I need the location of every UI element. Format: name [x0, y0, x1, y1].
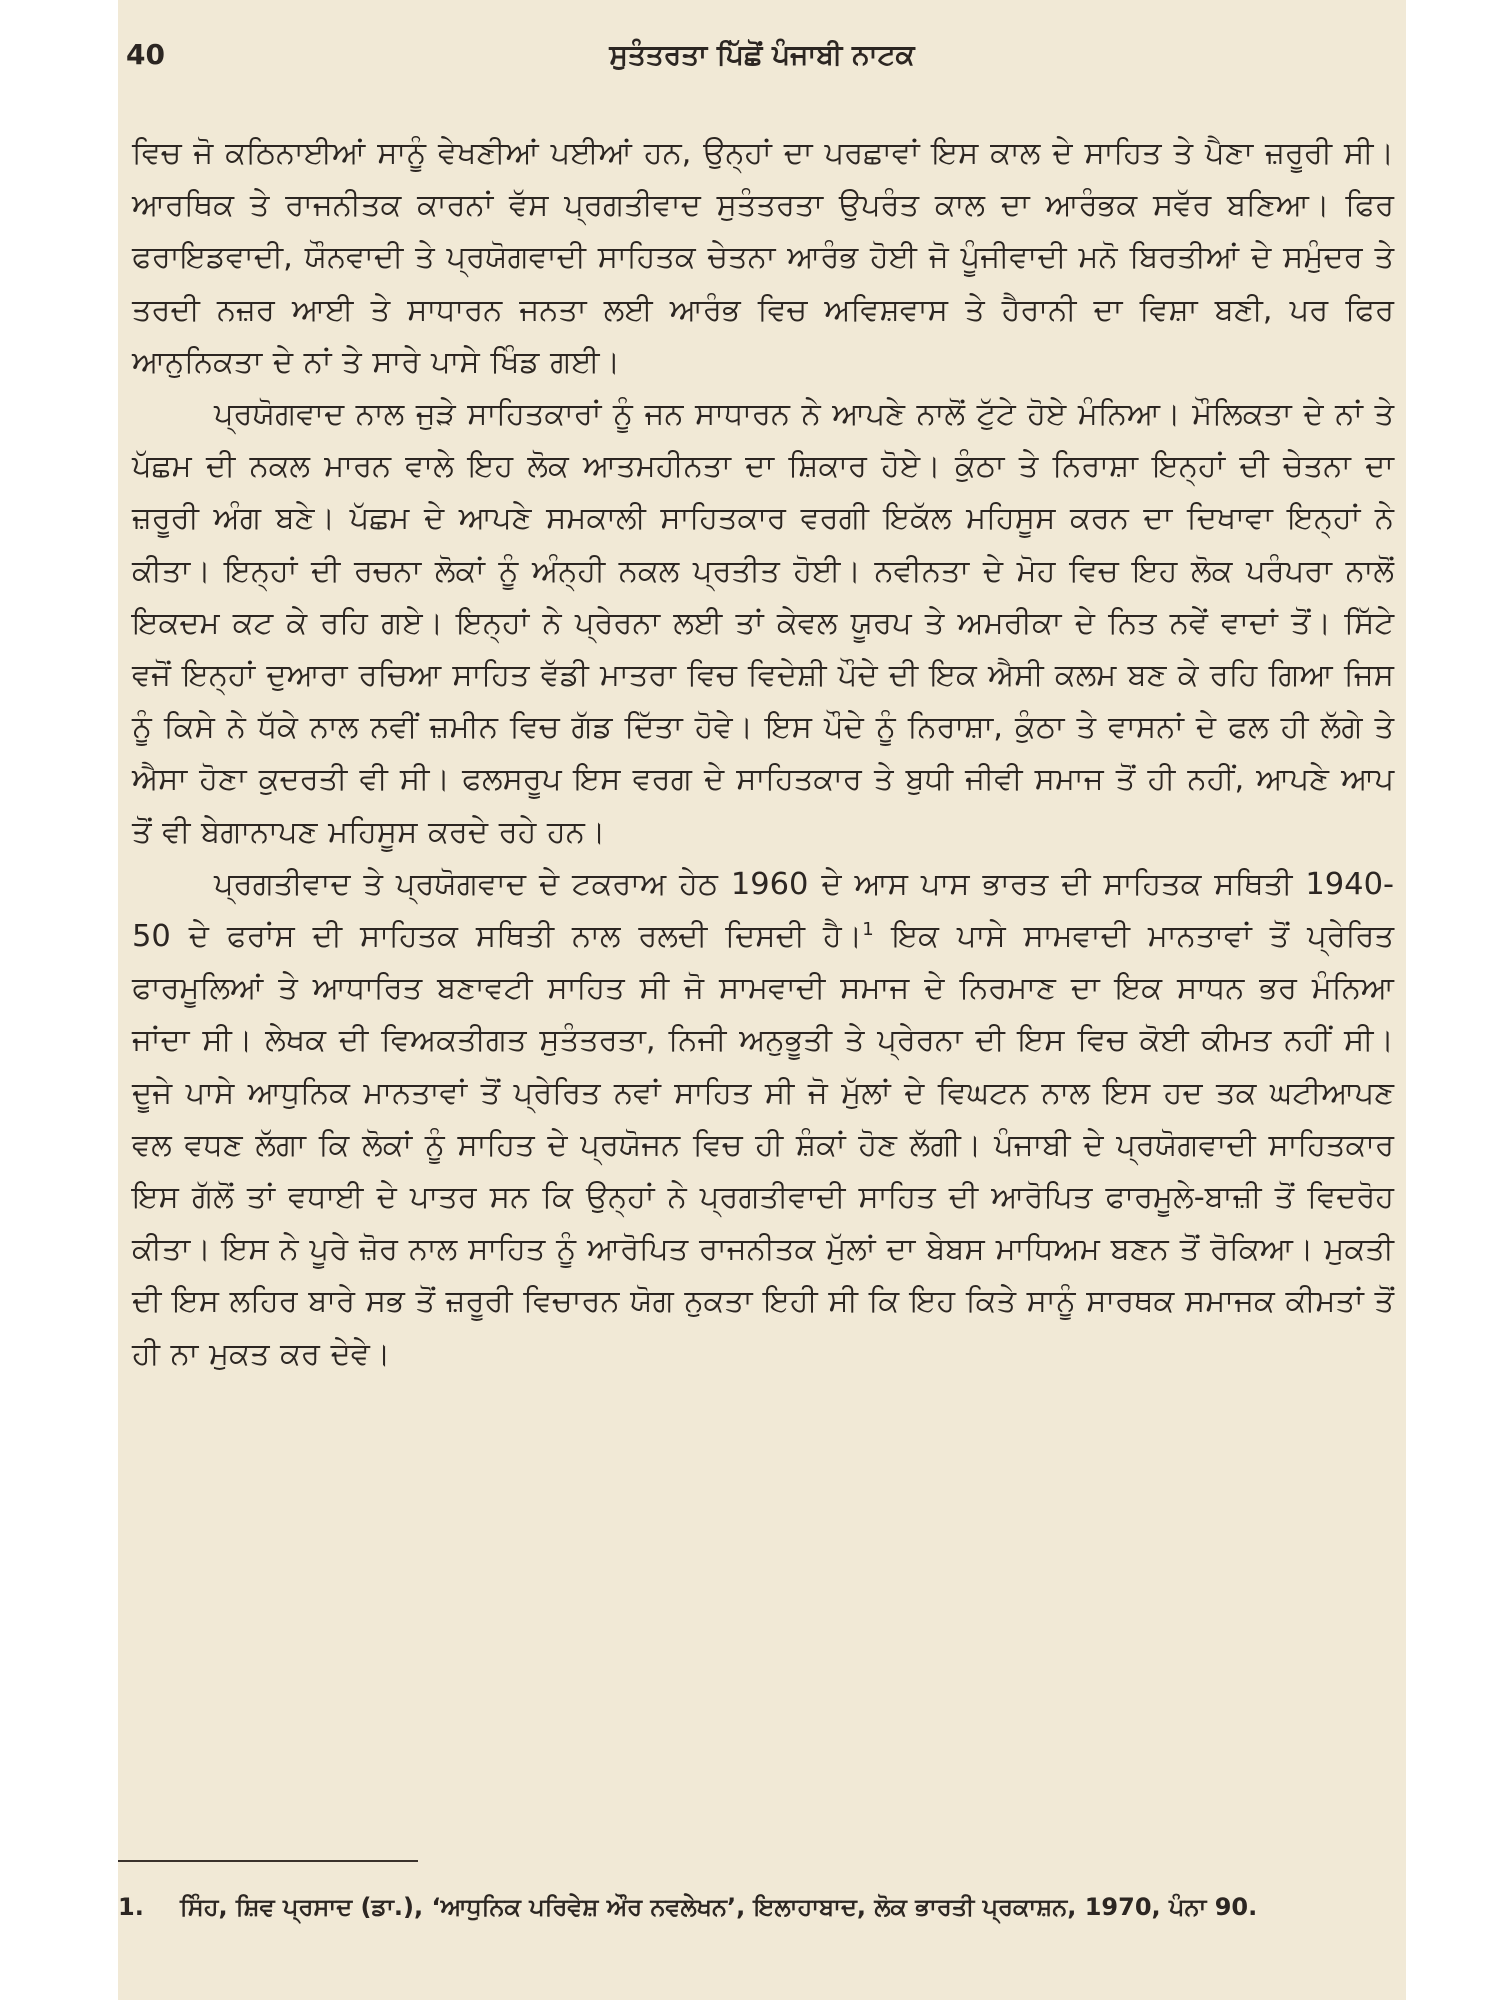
paragraph-1-text: ਵਿਚ ਜੋ ਕਠਿਨਾਈਆਂ ਸਾਨੂੰ ਵੇਖਣੀਆਂ ਪਈਆਂ ਹਨ, ਉਨ੍ਹਾਂ ਦਾ ਪਰਛਾਵਾਂ ਇਸ ਕਾਲ ਦੇ ਸਾਹਿਤ ਤੇ ਪੈਣਾ ਜ਼ਰੂਰੀ ਸੀ। ਆਰਥਿਕ ਤੇ ਰਾਜਨੀਤਕ ਕਾਰਨਾਂ ਵੱਸ ਪ੍ਰਗਤੀਵਾਦ ਸੁਤੰਤਰਤਾ ਉਪਰੰਤ ਕਾਲ ਦਾ ਆਰੰਭਕ ਸਵੱਰ ਬਣਿਆ। ਫਿਰ ਫਰਾਇਡਵਾਦੀ, ਯੌਨਵਾਦੀ ਤੇ ਪ੍ਰਯੋਗਵਾਦੀ ਸਾਹਿਤਕ ਚੇਤਨਾ ਆਰੰਭ ਹੋਈ ਜੋ ਪੂੰਜੀਵਾਦੀ ਮਨੋ ਬਿਰਤੀਆਂ ਦੇ ਸਮੁੰਦਰ ਤੇ ਤਰਦੀ ਨਜ਼ਰ ਆਈ ਤੇ ਸਾਧਾਰਨ ਜਨਤਾ ਲਈ ਆਰੰਭ ਵਿਚ ਅਵਿਸ਼ਵਾਸ ਤੇ ਹੈਰਾਨੀ ਦਾ ਵਿਸ਼ਾ ਬਣੀ, ਪਰ ਫਿਰ ਆਨੁਨਿਕਤਾ ਦੇ ਨਾਂ ਤੇ ਸਾਰੇ ਪਾਸੇ ਖਿੰਡ ਗਈ। — [132, 136, 1394, 380]
paragraph-2 — [132, 389, 1394, 859]
book-page — [118, 0, 1406, 2000]
paragraph-2-text: ਪ੍ਰਯੋਗਵਾਦ ਨਾਲ ਜੁੜੇ ਸਾਹਿਤਕਾਰਾਂ ਨੂੰ ਜਨ ਸਾਧਾਰਨ ਨੇ ਆਪਣੇ ਨਾਲੋਂ ਟੁੱਟੇ ਹੋਏ ਮੰਨਿਆ। ਮੌਲਿਕਤਾ ਦੇ ਨਾਂ ਤੇ ਪੱਛਮ ਦੀ ਨਕਲ ਮਾਰਨ ਵਾਲੇ ਇਹ ਲੋਕ ਆਤਮਹੀਨਤਾ ਦਾ ਸ਼ਿਕਾਰ ਹੋਏ। ਕੁੰਠਾ ਤੇ ਨਿਰਾਸ਼ਾ ਇਨ੍ਹਾਂ ਦੀ ਚੇਤਨਾ ਦਾ ਜ਼ਰੂਰੀ ਅੰਗ ਬਣੇ। ਪੱਛਮ ਦੇ ਆਪਣੇ ਸਮਕਾਲੀ ਸਾਹਿਤਕਾਰ ਵਰਗੀ ਇਕੱਲ ਮਹਿਸੂਸ ਕਰਨ ਦਾ ਦਿਖਾਵਾ ਇਨ੍ਹਾਂ ਨੇ ਕੀਤਾ। ਇਨ੍ਹਾਂ ਦੀ ਰਚਨਾ ਲੋਕਾਂ ਨੂੰ ਅੰਨ੍ਹੀ ਨਕਲ ਪ੍ਰਤੀਤ ਹੋਈ। ਨਵੀਨਤਾ ਦੇ ਮੋਹ ਵਿਚ ਇਹ ਲੋਕ ਪਰੰਪਰਾ ਨਾਲੋਂ ਇਕਦਮ ਕਟ ਕੇ ਰਹਿ ਗਏ। ਇਨ੍ਹਾਂ ਨੇ ਪ੍ਰੇਰਨਾ ਲਈ ਤਾਂ ਕੇਵਲ ਯੂਰਪ ਤੇ ਅਮਰੀਕਾ ਦੇ ਨਿਤ ਨਵੇਂ ਵਾਦਾਂ ਤੋਂ। ਸਿੱਟੇ ਵਜੋਂ ਇਨ੍ਹਾਂ ਦੁਆਰਾ ਰਚਿਆ ਸਾਹਿਤ ਵੱਡੀ ਮਾਤਰਾ ਵਿਚ ਵਿਦੇਸ਼ੀ ਪੌਦੇ ਦੀ ਇਕ ਐਸੀ ਕਲਮ ਬਣ ਕੇ ਰਹਿ ਗਿਆ ਜਿਸ ਨੂੰ ਕਿਸੇ ਨੇ ਧੱਕੇ ਨਾਲ ਨਵੀਂ ਜ਼ਮੀਨ ਵਿਚ ਗੱਡ ਦਿੱਤਾ ਹੋਵੇ। ਇਸ ਪੌਦੇ ਨੂੰ ਨਿਰਾਸ਼ਾ, ਕੁੰਠਾ ਤੇ ਵਾਸਨਾਂ ਦੇ ਫਲ ਹੀ ਲੱਗੇ ਤੇ ਐਸਾ ਹੋਣਾ ਕੁਦਰਤੀ ਵੀ ਸੀ। ਫਲਸਰੂਪ ਇਸ ਵਰਗ ਦੇ ਸਾਹਿਤਕਾਰ ਤੇ ਬੁਧੀ ਜੀਵੀ ਸਮਾਜ ਤੋਂ ਹੀ ਨਹੀਂ, ਆਪਣੇ ਆਪ ਤੋਂ ਵੀ ਬੇਗਾਨਾਪਣ ਮਹਿਸੂਸ ਕਰਦੇ ਰਹੇ ਹਨ। — [132, 397, 1394, 850]
running-title: ਸੁਤੰਤਰਤਾ ਪਿੱਛੋਂ ਪੰਜਾਬੀ ਨਾਟਕ — [609, 38, 915, 71]
page-number: 40 — [126, 38, 165, 71]
paragraph-3-text: ਪ੍ਰਗਤੀਵਾਦ ਤੇ ਪ੍ਰਯੋਗਵਾਦ ਦੇ ਟਕਰਾਅ ਹੇਠ 1960 ਦੇ ਆਸ ਪਾਸ ਭਾਰਤ ਦੀ ਸਾਹਿਤਕ ਸਥਿਤੀ 1940-50 ਦੇ ਫਰਾਂਸ ਦੀ ਸਾਹਿਤਕ ਸਥਿਤੀ ਨਾਲ ਰਲਦੀ ਦਿਸਦੀ ਹੈ। — [132, 866, 1394, 955]
footnote-divider — [118, 1860, 418, 1862]
paragraph-3 — [132, 859, 1394, 1381]
footnote — [118, 1886, 1394, 1928]
paragraph-3-text-continued: ਇਕ ਪਾਸੇ ਸਾਮਵਾਦੀ ਮਾਨਤਾਵਾਂ ਤੋਂ ਪ੍ਰੇਰਿਤ ਫਾਰਮੂਲਿਆਂ ਤੇ ਆਧਾਰਿਤ ਬਣਾਵਟੀ ਸਾਹਿਤ ਸੀ ਜੋ ਸਾਮਵਾਦੀ ਸਮਾਜ ਦੇ ਨਿਰਮਾਣ ਦਾ ਇਕ ਸਾਧਨ ਭਰ ਮੰਨਿਆ ਜਾਂਦਾ ਸੀ। ਲੇਖਕ ਦੀ ਵਿਅਕਤੀਗਤ ਸੁਤੰਤਰਤਾ, ਨਿਜੀ ਅਨੁਭੂਤੀ ਤੇ ਪ੍ਰੇਰਨਾ ਦੀ ਇਸ ਵਿਚ ਕੋਈ ਕੀਮਤ ਨਹੀਂ ਸੀ। ਦੂਜੇ ਪਾਸੇ ਆਧੁਨਿਕ ਮਾਨਤਾਵਾਂ ਤੋਂ ਪ੍ਰੇਰਿਤ ਨਵਾਂ ਸਾਹਿਤ ਸੀ ਜੋ ਮੁੱਲਾਂ ਦੇ ਵਿਘਟਨ ਨਾਲ ਇਸ ਹਦ ਤਕ ਘਟੀਆਪਣ ਵਲ ਵਧਣ ਲੱਗਾ ਕਿ ਲੋਕਾਂ ਨੂੰ ਸਾਹਿਤ ਦੇ ਪ੍ਰਯੋਜਨ ਵਿਚ ਹੀ ਸ਼ੰਕਾਂ ਹੋਣ ਲੱਗੀ। ਪੰਜਾਬੀ ਦੇ ਪ੍ਰਯੋਗਵਾਦੀ ਸਾਹਿਤਕਾਰ ਇਸ ਗੱਲੋਂ ਤਾਂ ਵਧਾਈ ਦੇ ਪਾਤਰ ਸਨ ਕਿ ਉਨ੍ਹਾਂ ਨੇ ਪ੍ਰਗਤੀਵਾਦੀ ਸਾਹਿਤ ਦੀ ਆਰੋਪਿਤ ਫਾਰਮੂਲੇ-ਬਾਜ਼ੀ ਤੋਂ ਵਿਦਰੋਹ ਕੀਤਾ। ਇਸ ਨੇ ਪੂਰੇ ਜ਼ੋਰ ਨਾਲ ਸਾਹਿਤ ਨੂੰ ਆਰੋਪਿਤ ਰਾਜਨੀਤਕ ਮੁੱਲਾਂ ਦਾ ਬੇਬਸ ਮਾਧਿਅਮ ਬਣਨ ਤੋਂ ਰੋਕਿਆ। ਮੁਕਤੀ ਦੀ ਇਸ ਲਹਿਰ ਬਾਰੇ ਸਭ ਤੋਂ ਜ਼ਰੂਰੀ ਵਿਚਾਰਨ ਯੋਗ ਨੁਕਤਾ ਇਹੀ ਸੀ ਕਿ ਇਹ ਕਿਤੇ ਸਾਨੂੰ ਸਾਰਥਕ ਸਮਾਜਕ ਕੀਮਤਾਂ ਤੋਂ ਹੀ ਨਾ ਮੁਕਤ ਕਰ ਦੇਵੇ। — [132, 919, 1394, 1372]
footnote-marker: 1 — [862, 918, 874, 940]
body-text — [132, 128, 1394, 1381]
paragraph-1 — [132, 128, 1394, 389]
running-header — [126, 36, 1398, 76]
footnote-text: ਸਿੰਹ, ਸ਼ਿਵ ਪ੍ਰਸਾਦ (ਡਾ.), ‘ਆਧੁਨਿਕ ਪਰਿਵੇਸ਼ ਔਰ ਨਵਲੇਖਨ’, ਇਲਾਹਾਬਾਦ, ਲੋਕ ਭਾਰਤੀ ਪ੍ਰਕਾਸ਼ਨ, 1970, ਪੰਨਾ 90. — [180, 1893, 1258, 1921]
footnote-number: 1. — [118, 1893, 144, 1921]
